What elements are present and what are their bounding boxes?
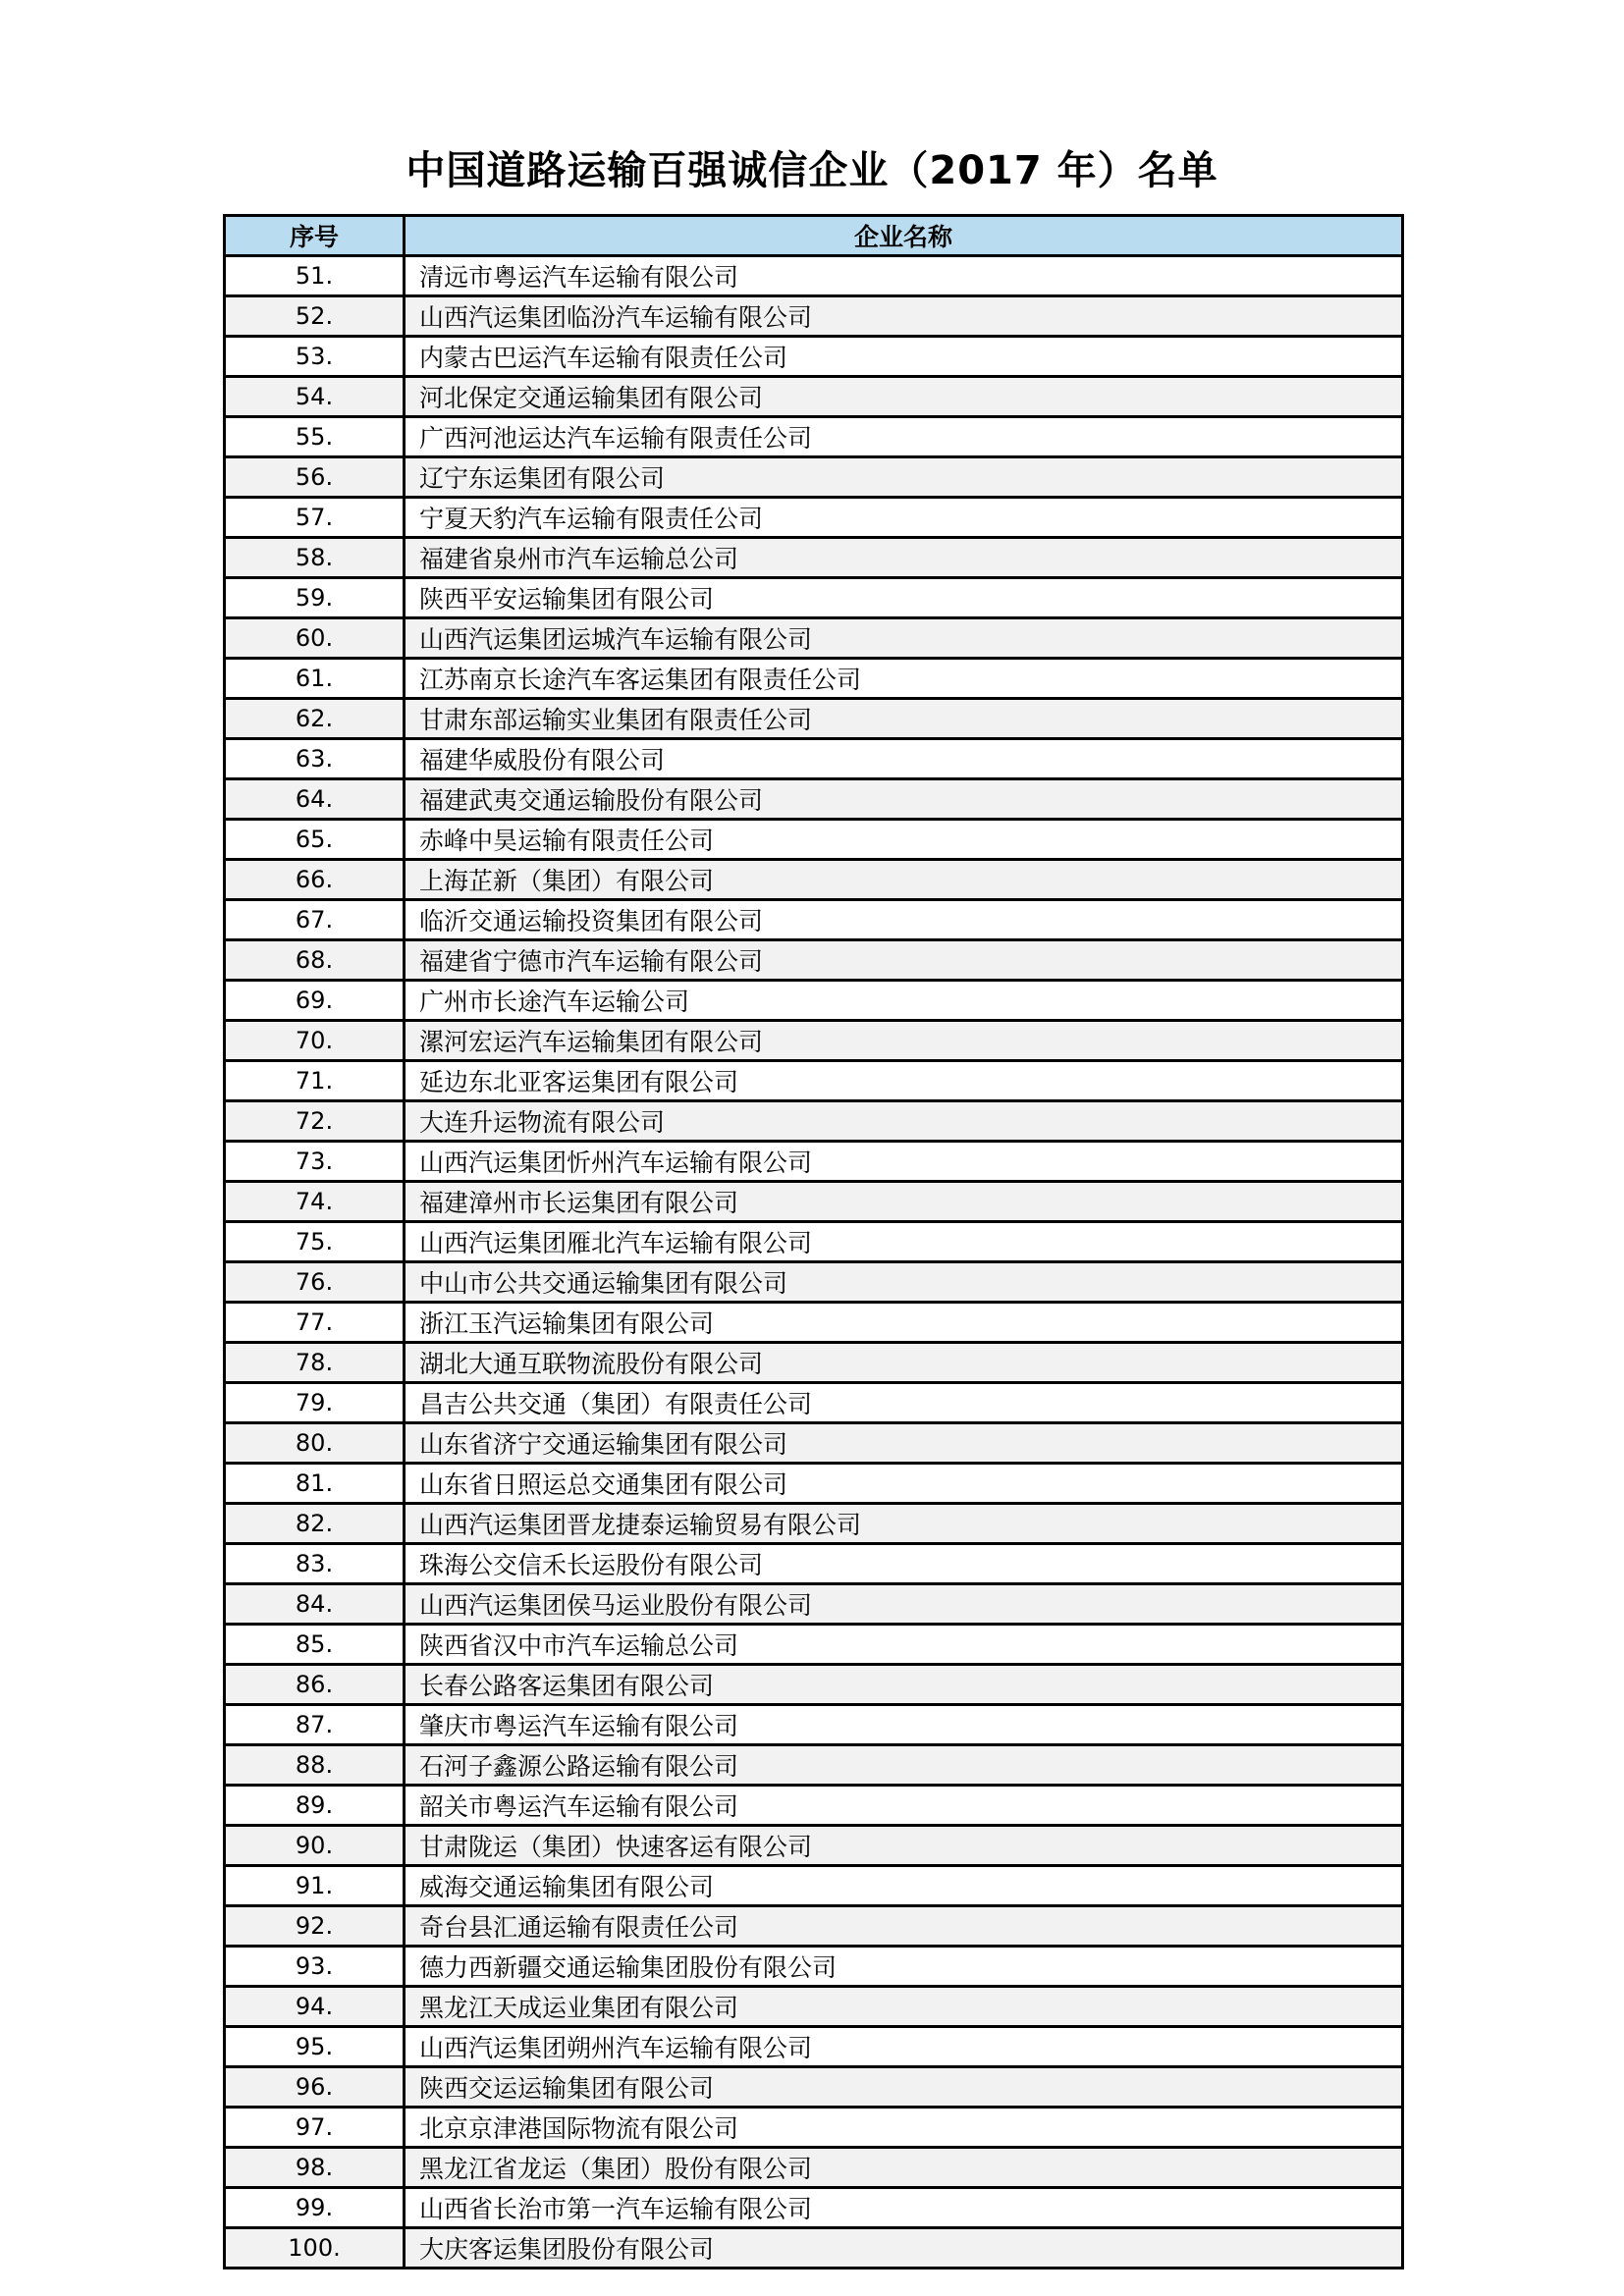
row-number-cell: 60. <box>225 618 405 659</box>
row-number-cell: 58. <box>225 538 405 578</box>
company-name-cell: 山西汽运集团忻州汽车运输有限公司 <box>405 1142 1403 1182</box>
row-number-cell: 96. <box>225 2067 405 2108</box>
table-row <box>225 1625 1403 1665</box>
company-name-cell: 江苏南京长途汽车客运集团有限责任公司 <box>405 659 1403 699</box>
row-number-cell: 97. <box>225 2108 405 2148</box>
table-row <box>225 498 1403 538</box>
company-name-cell: 辽宁东运集团有限公司 <box>405 457 1403 498</box>
table-row <box>225 1021 1403 1061</box>
table-row <box>225 940 1403 981</box>
row-number-cell: 98. <box>225 2148 405 2188</box>
row-number-cell: 76. <box>225 1262 405 1303</box>
table-row <box>225 1061 1403 1101</box>
row-number-cell: 93. <box>225 1947 405 1987</box>
company-name-cell: 山东省济宁交通运输集团有限公司 <box>405 1423 1403 1464</box>
table-row <box>225 377 1403 417</box>
company-name-cell: 广西河池运达汽车运输有限责任公司 <box>405 417 1403 457</box>
table-row <box>225 1142 1403 1182</box>
table-row <box>225 1423 1403 1464</box>
row-number-cell: 86. <box>225 1665 405 1705</box>
table-row <box>225 578 1403 618</box>
table-row <box>225 1504 1403 1544</box>
table-row <box>225 2148 1403 2188</box>
row-number-cell: 85. <box>225 1625 405 1665</box>
company-name-cell: 山西汽运集团雁北汽车运输有限公司 <box>405 1222 1403 1262</box>
table-row <box>225 538 1403 578</box>
company-name-cell: 威海交通运输集团有限公司 <box>405 1866 1403 1906</box>
row-number-cell: 95. <box>225 2027 405 2067</box>
company-name-cell: 广州市长途汽车运输公司 <box>405 981 1403 1021</box>
table-row <box>225 1745 1403 1786</box>
company-name-cell: 福建漳州市长运集团有限公司 <box>405 1182 1403 1222</box>
table-row <box>225 1826 1403 1866</box>
table-row <box>225 1101 1403 1142</box>
table-row <box>225 1343 1403 1383</box>
header-cell-company: 企业名称 <box>405 216 1403 256</box>
table-body <box>225 256 1403 2269</box>
table-row <box>225 739 1403 779</box>
table-row <box>225 1665 1403 1705</box>
company-name-cell: 上海芷新（集团）有限公司 <box>405 860 1403 900</box>
table-row <box>225 2108 1403 2148</box>
table-row <box>225 1947 1403 1987</box>
table-row <box>225 1906 1403 1947</box>
company-name-cell: 韶关市粤运汽车运输有限公司 <box>405 1786 1403 1826</box>
company-name-cell: 奇台县汇通运输有限责任公司 <box>405 1906 1403 1947</box>
company-name-cell: 内蒙古巴运汽车运输有限责任公司 <box>405 337 1403 377</box>
company-name-cell: 大连升运物流有限公司 <box>405 1101 1403 1142</box>
company-name-cell: 福建省泉州市汽车运输总公司 <box>405 538 1403 578</box>
row-number-cell: 68. <box>225 940 405 981</box>
table-row <box>225 1705 1403 1745</box>
company-name-cell: 昌吉公共交通（集团）有限责任公司 <box>405 1383 1403 1423</box>
table-row <box>225 1182 1403 1222</box>
row-number-cell: 52. <box>225 296 405 337</box>
table-row <box>225 860 1403 900</box>
row-number-cell: 55. <box>225 417 405 457</box>
row-number-cell: 92. <box>225 1906 405 1947</box>
company-name-cell: 甘肃陇运（集团）快速客运有限公司 <box>405 1826 1403 1866</box>
table-row <box>225 699 1403 739</box>
company-name-cell: 陕西省汉中市汽车运输总公司 <box>405 1625 1403 1665</box>
company-name-cell: 珠海公交信禾长运股份有限公司 <box>405 1544 1403 1584</box>
table-row <box>225 1544 1403 1584</box>
table-row <box>225 820 1403 860</box>
company-name-cell: 石河子鑫源公路运输有限公司 <box>405 1745 1403 1786</box>
company-name-cell: 黑龙江天成运业集团有限公司 <box>405 1987 1403 2027</box>
table-row <box>225 1584 1403 1625</box>
table-row <box>225 337 1403 377</box>
row-number-cell: 89. <box>225 1786 405 1826</box>
company-name-cell: 福建武夷交通运输股份有限公司 <box>405 779 1403 820</box>
row-number-cell: 57. <box>225 498 405 538</box>
company-name-cell: 河北保定交通运输集团有限公司 <box>405 377 1403 417</box>
company-name-cell: 漯河宏运汽车运输集团有限公司 <box>405 1021 1403 1061</box>
table-row <box>225 1987 1403 2027</box>
company-name-cell: 临沂交通运输投资集团有限公司 <box>405 900 1403 940</box>
table-row <box>225 2188 1403 2228</box>
company-name-cell: 山西汽运集团临汾汽车运输有限公司 <box>405 296 1403 337</box>
row-number-cell: 65. <box>225 820 405 860</box>
company-name-cell: 山西汽运集团朔州汽车运输有限公司 <box>405 2027 1403 2067</box>
row-number-cell: 54. <box>225 377 405 417</box>
table-row <box>225 1464 1403 1504</box>
company-name-cell: 浙江玉汽运输集团有限公司 <box>405 1303 1403 1343</box>
company-name-cell: 长春公路客运集团有限公司 <box>405 1665 1403 1705</box>
row-number-cell: 91. <box>225 1866 405 1906</box>
row-number-cell: 81. <box>225 1464 405 1504</box>
table-row <box>225 457 1403 498</box>
row-number-cell: 88. <box>225 1745 405 1786</box>
row-number-cell: 100. <box>225 2228 405 2269</box>
row-number-cell: 67. <box>225 900 405 940</box>
row-number-cell: 99. <box>225 2188 405 2228</box>
row-number-cell: 63. <box>225 739 405 779</box>
company-name-cell: 陕西交运运输集团有限公司 <box>405 2067 1403 2108</box>
row-number-cell: 56. <box>225 457 405 498</box>
row-number-cell: 72. <box>225 1101 405 1142</box>
page-title: 中国道路运输百强诚信企业（2017 年）名单 <box>406 148 1218 193</box>
company-table <box>223 214 1404 2269</box>
company-name-cell: 宁夏天豹汽车运输有限责任公司 <box>405 498 1403 538</box>
row-number-cell: 53. <box>225 337 405 377</box>
company-name-cell: 福建华威股份有限公司 <box>405 739 1403 779</box>
company-name-cell: 山西汽运集团运城汽车运输有限公司 <box>405 618 1403 659</box>
row-number-cell: 69. <box>225 981 405 1021</box>
company-name-cell: 北京京津港国际物流有限公司 <box>405 2108 1403 2148</box>
row-number-cell: 84. <box>225 1584 405 1625</box>
table-row <box>225 900 1403 940</box>
table-row <box>225 417 1403 457</box>
company-name-cell: 中山市公共交通运输集团有限公司 <box>405 1262 1403 1303</box>
company-name-cell: 山西汽运集团晋龙捷泰运输贸易有限公司 <box>405 1504 1403 1544</box>
row-number-cell: 51. <box>225 256 405 296</box>
row-number-cell: 75. <box>225 1222 405 1262</box>
table-row <box>225 1222 1403 1262</box>
company-name-cell: 赤峰中昊运输有限责任公司 <box>405 820 1403 860</box>
row-number-cell: 66. <box>225 860 405 900</box>
table-row <box>225 1303 1403 1343</box>
table-row <box>225 2027 1403 2067</box>
company-name-cell: 德力西新疆交通运输集团股份有限公司 <box>405 1947 1403 1987</box>
table-row <box>225 256 1403 296</box>
company-name-cell: 陕西平安运输集团有限公司 <box>405 578 1403 618</box>
row-number-cell: 78. <box>225 1343 405 1383</box>
table-row <box>225 618 1403 659</box>
company-name-cell: 大庆客运集团股份有限公司 <box>405 2228 1403 2269</box>
company-name-cell: 清远市粤运汽车运输有限公司 <box>405 256 1403 296</box>
row-number-cell: 82. <box>225 1504 405 1544</box>
table-row <box>225 2067 1403 2108</box>
company-name-cell: 山西省长治市第一汽车运输有限公司 <box>405 2188 1403 2228</box>
row-number-cell: 64. <box>225 779 405 820</box>
company-name-cell: 黑龙江省龙运（集团）股份有限公司 <box>405 2148 1403 2188</box>
table-row <box>225 981 1403 1021</box>
table-row <box>225 2228 1403 2269</box>
table-header-row <box>225 216 1403 256</box>
company-name-cell: 山西汽运集团侯马运业股份有限公司 <box>405 1584 1403 1625</box>
table-row <box>225 296 1403 337</box>
row-number-cell: 59. <box>225 578 405 618</box>
company-name-cell: 肇庆市粤运汽车运输有限公司 <box>405 1705 1403 1745</box>
row-number-cell: 62. <box>225 699 405 739</box>
company-name-cell: 甘肃东部运输实业集团有限责任公司 <box>405 699 1403 739</box>
row-number-cell: 79. <box>225 1383 405 1423</box>
table-row <box>225 659 1403 699</box>
row-number-cell: 73. <box>225 1142 405 1182</box>
table-row <box>225 1262 1403 1303</box>
row-number-cell: 90. <box>225 1826 405 1866</box>
row-number-cell: 87. <box>225 1705 405 1745</box>
row-number-cell: 61. <box>225 659 405 699</box>
row-number-cell: 77. <box>225 1303 405 1343</box>
table-row <box>225 1383 1403 1423</box>
row-number-cell: 70. <box>225 1021 405 1061</box>
table-row <box>225 1786 1403 1826</box>
table-row <box>225 779 1403 820</box>
company-name-cell: 延边东北亚客运集团有限公司 <box>405 1061 1403 1101</box>
company-name-cell: 山东省日照运总交通集团有限公司 <box>405 1464 1403 1504</box>
row-number-cell: 83. <box>225 1544 405 1584</box>
company-name-cell: 湖北大通互联物流股份有限公司 <box>405 1343 1403 1383</box>
row-number-cell: 74. <box>225 1182 405 1222</box>
company-name-cell: 福建省宁德市汽车运输有限公司 <box>405 940 1403 981</box>
table-row <box>225 1866 1403 1906</box>
row-number-cell: 80. <box>225 1423 405 1464</box>
row-number-cell: 71. <box>225 1061 405 1101</box>
row-number-cell: 94. <box>225 1987 405 2027</box>
header-cell-serial: 序号 <box>225 216 405 256</box>
